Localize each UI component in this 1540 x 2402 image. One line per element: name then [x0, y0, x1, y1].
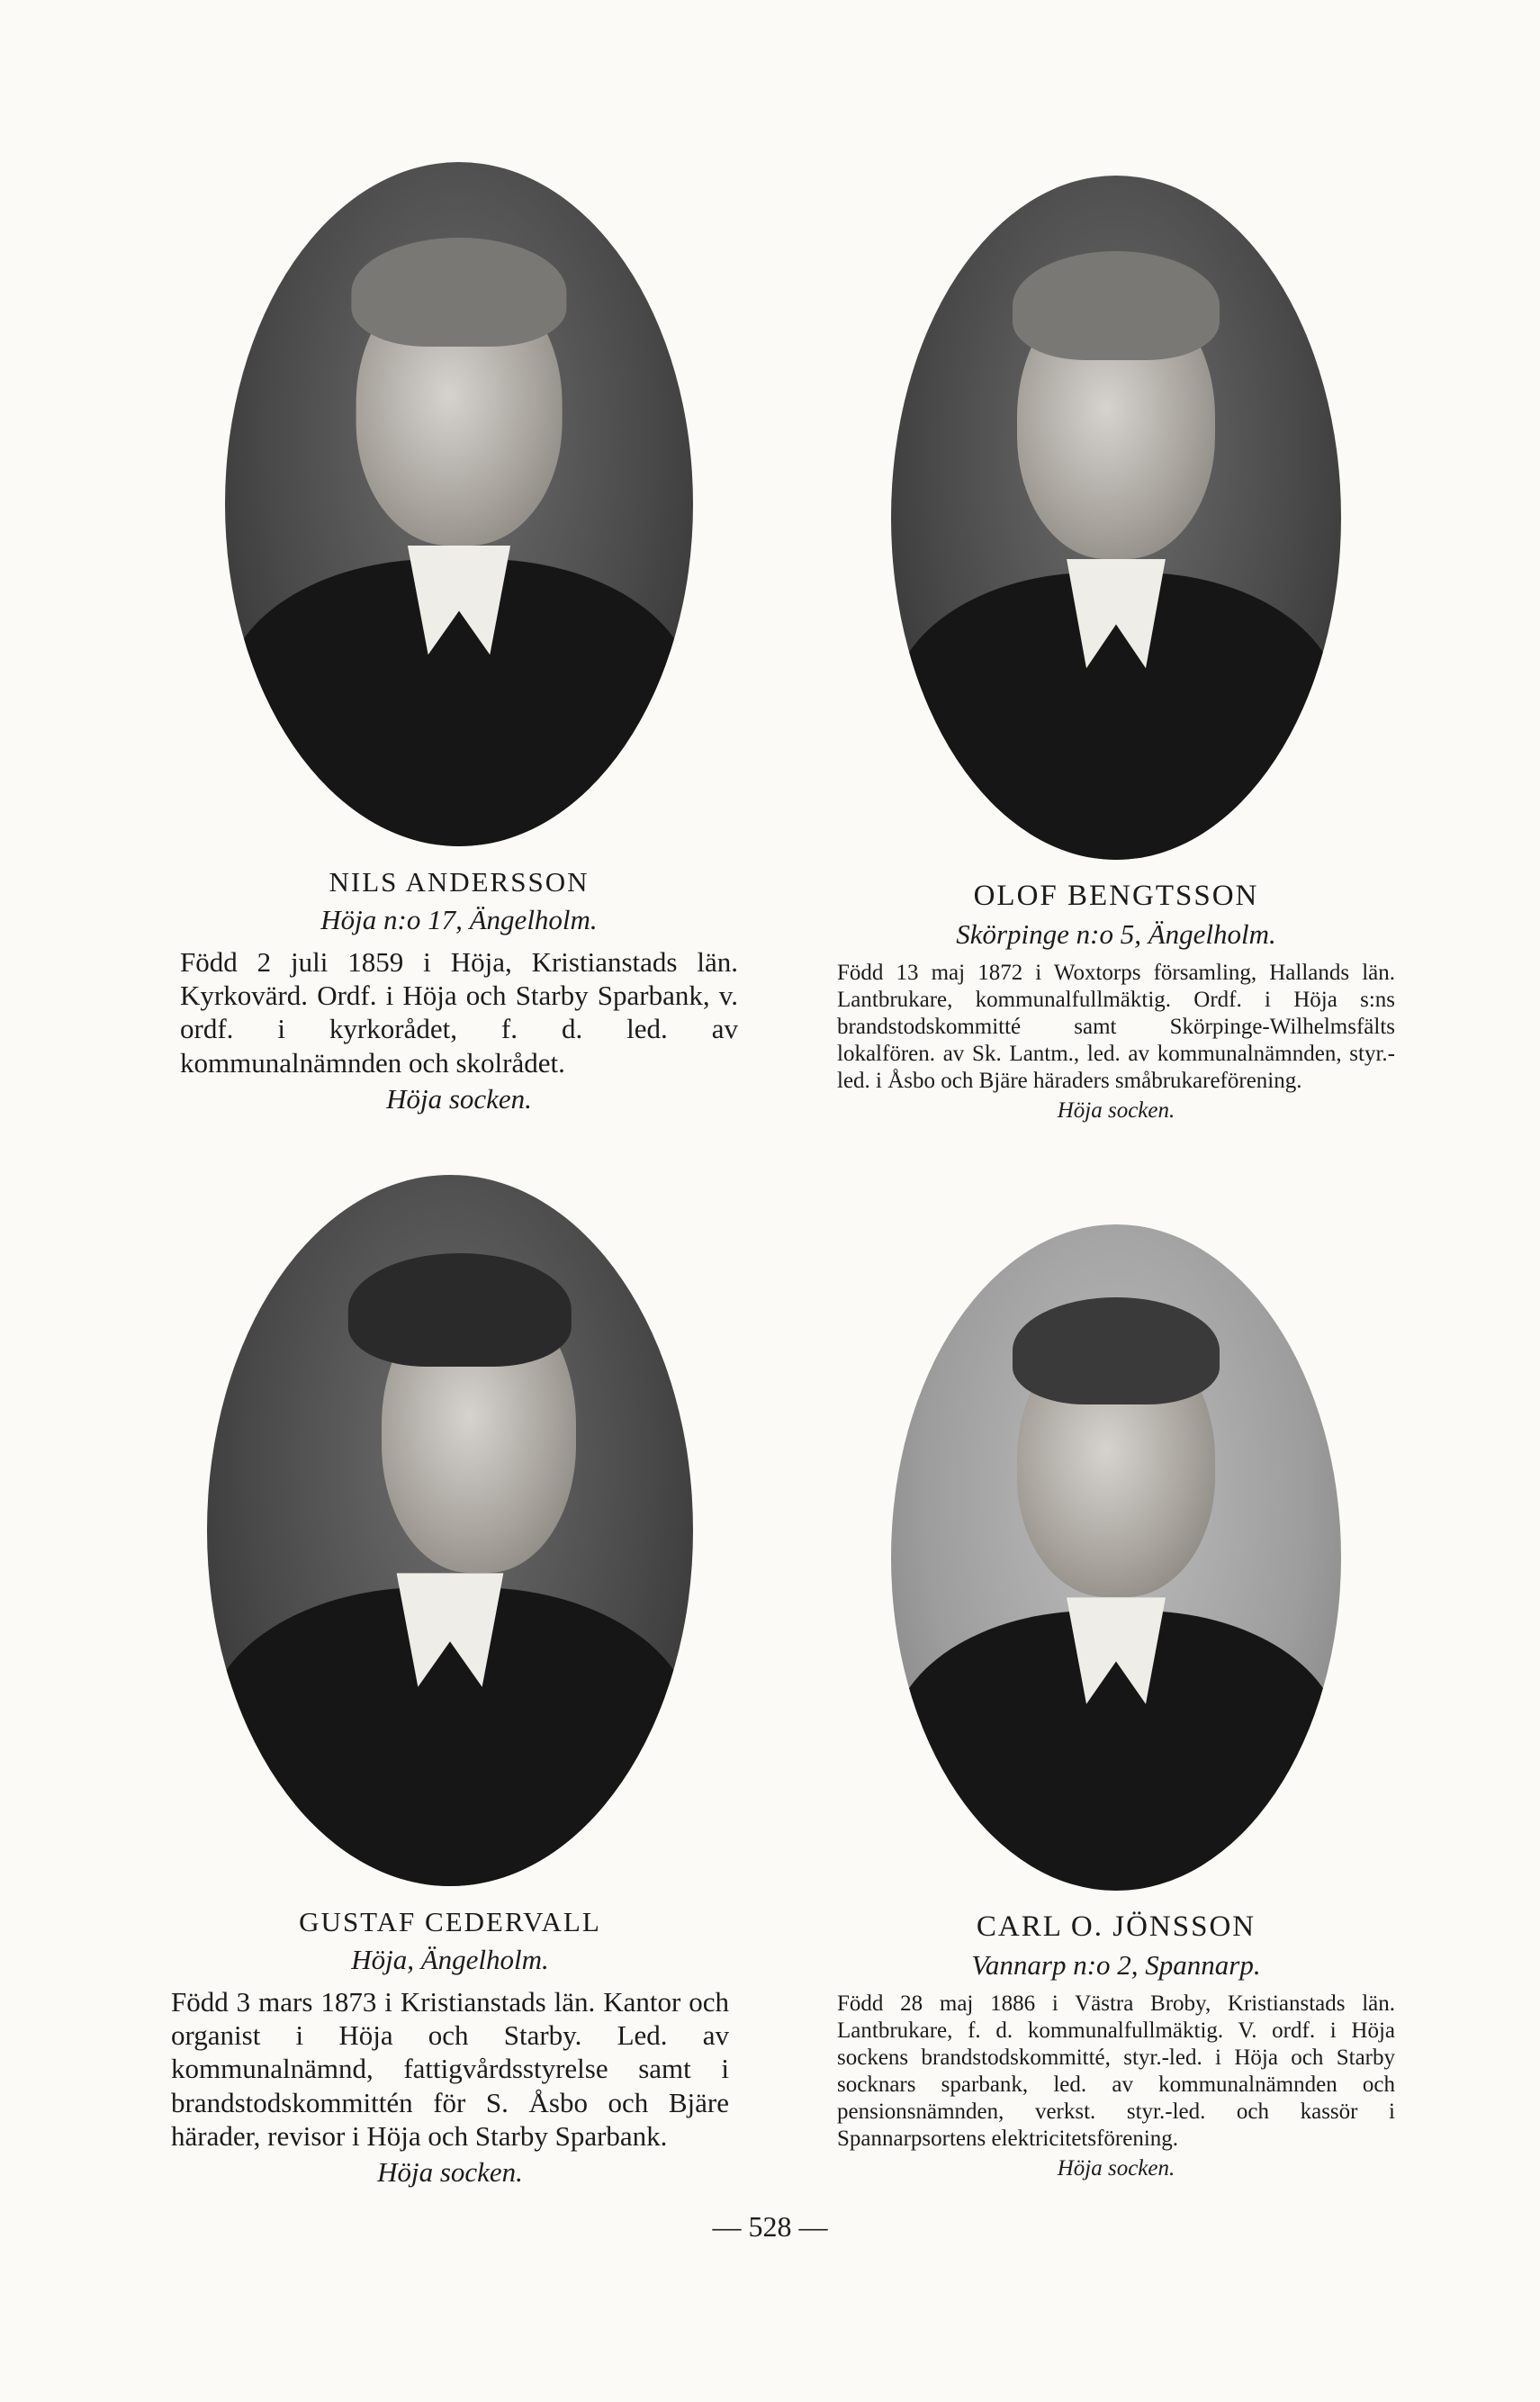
parish-label: Höja socken.	[1057, 1098, 1175, 1123]
person-biography: Född 13 maj 1872 i Woxtorps församling, Hallands län. Lantbrukare, kommunalfullmäktig. Ordf. i Höja s:ns brandstodskommitté samt Skörpinge-Wilhelmsfälts lokalfören. av Sk. Lantm., led. av kommunalnämnden, styr.-led. i Åsbo och Bjäre häraders småbrukareförening.	[837, 961, 1395, 1093]
person-address: Vannarp n:o 2, Spannarp.	[971, 1949, 1261, 1981]
entry-carl-jonsson	[837, 1224, 1395, 2181]
entry-olof-bengtsson	[837, 176, 1395, 1124]
person-name: NILS ANDERSSON	[329, 866, 590, 898]
portrait-photo	[225, 162, 693, 846]
person-name: OLOF BENGTSSON	[973, 880, 1259, 912]
page-number: — 528 —	[712, 2210, 828, 2243]
portrait-photo	[891, 176, 1341, 860]
person-biography: Född 2 juli 1859 i Höja, Kristianstads län. Kyrkovärd. Ordf. i Höja och Starby Sparbank, v. ordf. i kyrkorådet, f. d. led. av kommunalnämnden och skolrådet.	[180, 946, 738, 1079]
person-name: GUSTAF CEDERVALL	[299, 1906, 601, 1937]
person-address: Höja n:o 17, Ängelholm.	[320, 904, 598, 935]
parish-label: Höja socken.	[1057, 2156, 1175, 2181]
parish-label: Höja socken.	[386, 1082, 532, 1115]
entry-nils-andersson	[180, 162, 738, 1115]
person-address: Höja, Ängelholm.	[351, 1944, 549, 1975]
person-address: Skörpinge n:o 5, Ängelholm.	[956, 918, 1276, 950]
person-name: CARL O. JÖNSSON	[976, 1910, 1256, 1943]
portrait-photo	[891, 1224, 1341, 1891]
entry-gustaf-cedervall	[171, 1175, 729, 2189]
person-biography: Född 28 maj 1886 i Västra Broby, Kristianstads län. Lantbrukare, f. d. kommunalfullmäktig. V. ordf. i Höja sockens brandstodskommitté, styr.-led. i Höja och Starby socknars sparbank, led. av kommunalnämnden och pensionsnämnden, verkst. styr.-led. och kassör i Spannarpsortens elektricitetsförening.	[837, 1991, 1395, 2151]
person-biography: Född 3 mars 1873 i Kristianstads län. Kantor och organist i Höja och Starby. Led. av kommunalnämnd, fattigvårdsstyrelse samt i brandstodskommittén för S. Åsbo och Bjäre härader, revisor i Höja och Starby Sparbank.	[171, 1986, 729, 2152]
portrait-photo	[207, 1175, 693, 1886]
parish-label: Höja socken.	[377, 2155, 523, 2188]
